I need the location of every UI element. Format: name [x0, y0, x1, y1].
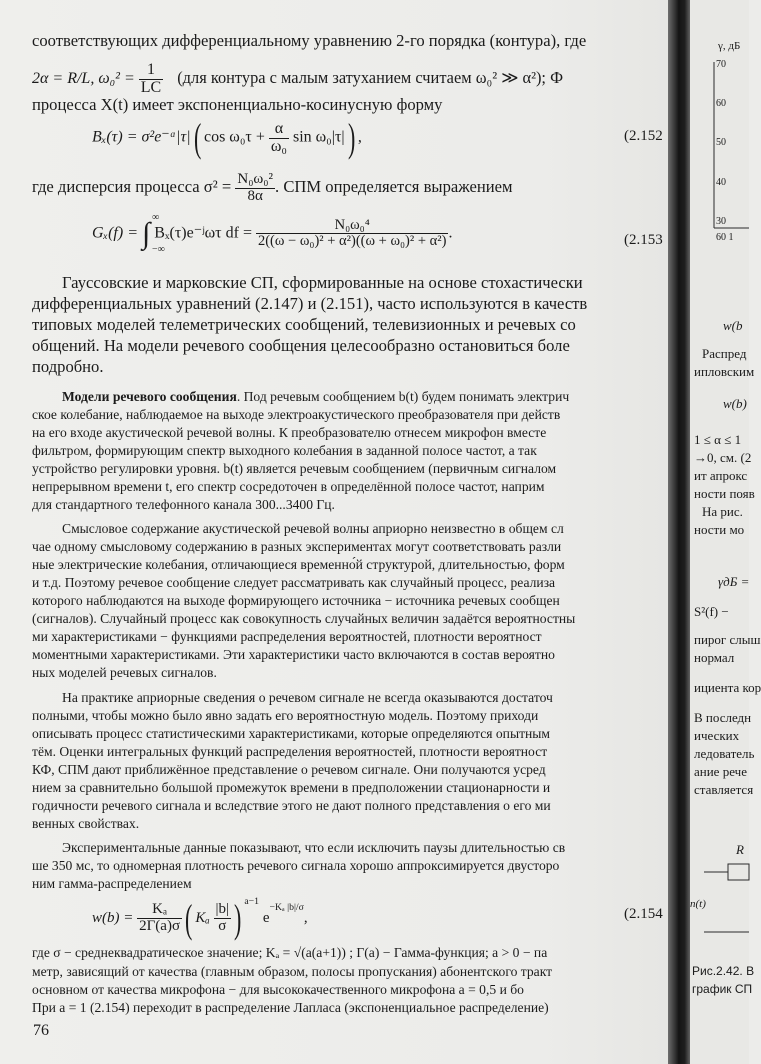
equation-number: (2.154 [624, 906, 663, 922]
text-line: годичности речевого сигнала и вследствие этого не дают полного представления о его ми [32, 798, 551, 813]
text-fragment: ициента кор [694, 680, 761, 695]
circuit-label: n(t) [690, 898, 706, 910]
resistor [728, 864, 749, 880]
text-line: процесса X(t) имеет экспоненциально-косинусную форму [32, 95, 443, 114]
equation-number: (2.152 [624, 128, 663, 144]
text-line: описывать процесс статистическими характеристиками, которые определяются опытным [32, 726, 551, 741]
text-line: Гауссовские и марковские СП, сформированные на основе стохастически [62, 273, 583, 292]
equation-2-153: Gₓ(f) = ∫ ∞ −∞ Bₓ(τ)e⁻ʲωτ df = $\frac{\text{N₀ω₀⁴}}{\text{2((ω − ω₀)² + α²)((ω + ω₀)² + α²)}}$ . [92, 211, 453, 255]
text-fragment: ит апрокс [694, 468, 748, 483]
text-line: моментными характеристиками. Эти характеристики часто включаются в состав вероятно [32, 647, 555, 662]
axis-label: γ, дБ [718, 40, 741, 52]
figure-caption: Рис.2.42. В [692, 964, 755, 978]
text-line: (для контура с малым затуханием считаем ω₀² ≫ α²); Ф [177, 67, 564, 87]
equation-2-152: Bₓ(τ) = σ²e⁻ᵅ|τ|( cos ω₀τ + $\frac{\alpha}{\text{ω₀}}$ sin ω₀|τ|) , [92, 115, 362, 160]
tick-label: 60 [716, 98, 726, 109]
text-line: венных свойствах. [32, 816, 140, 831]
page-number: 76 [33, 1022, 49, 1039]
equation-2-154: w(b) = $\frac{\text{Kₐ}}{2\Gamma(a)\sigma}$ ( Kₐ $\frac{|b|}{\sigma}$ ) $^{a-1}$ $e^{-K_a |b|/\sigma}$, [92, 895, 308, 941]
text-line: где σ − среднеквадратическое значение; Kₐ = √(a(a+1)) ; Γ(a) − Гамма-функция; a > 0 − па [32, 945, 548, 960]
text-fragment: ание рече [694, 764, 747, 779]
equation-2alpha [32, 62, 563, 97]
text-line: соответствующих дифференциальному уравнению 2-го порядка (контура), где [32, 31, 587, 50]
text-fragment: w(b [723, 318, 743, 333]
text-line: которого наблюдаются на выходе формирующего источника − источника речевых сообщен [32, 593, 560, 608]
facing-circuit [690, 820, 749, 960]
text-line: и т.д. Поэтому речевое сообщение следует рассматривать как случайный процесс, реализа [32, 575, 556, 590]
text-line: (сигналов). Случайный процесс как совокупность случайных величин задаётся вероятностны [32, 611, 576, 626]
text-line: фильтром, формирующим спектр выходного колебания в заданной полосе частот, а так [32, 443, 537, 458]
text-line: подробно. [32, 357, 104, 376]
equation-text: 2α = R/L, ω₀² = [32, 69, 135, 87]
text-fragment: ставляется [694, 782, 754, 797]
bold-term: Модели речевого сообщения [62, 389, 237, 404]
text-line: КФ, СПМ дают приближённое представление о речевом сигнале. Они получаются усред [32, 762, 546, 777]
circuit-label: R [736, 842, 744, 857]
text-line: устройство регулировки уровня. b(t) является речевым сообщением (первичным сигналом [32, 461, 557, 476]
facing-page-edge [690, 0, 761, 1064]
text-line: Экспериментальные данные показывают, что если исключить паузы длительностью св [62, 840, 566, 855]
text-line: на его входе акустической речевой волны. К преобразователю отнесем микрофон вместе [32, 425, 547, 440]
text-line: ные электрические колебания, отличающиеся временно́й структурой, длительностью, форм [32, 557, 565, 572]
text-line: полными, чтобы можно было явно задать его вероятностную модель. Поэтому приходи [32, 708, 539, 723]
text-fragment: В последн [694, 710, 752, 725]
text-line: ше 350 мс, то одномерная плотность речевого сигнала хорошо аппроксимируется двусторо [32, 858, 560, 873]
text-fragment: ипловским [694, 364, 755, 379]
book-binding-shadow [668, 0, 692, 1064]
tick-label: 50 [716, 137, 726, 148]
text-fragment: ности мо [694, 522, 745, 537]
text-line: тём. Оценки интегральных функций распределения вероятностей, плотности вероятност [32, 744, 548, 759]
text-line: общений. На модели речевого сообщения целесообразно остановиться боле [32, 336, 570, 355]
text-fragment: На рис. [702, 504, 743, 519]
text-line: для стандартного телефонного канала 300...3400 Гц. [32, 497, 335, 512]
text-fragment: ледователь [694, 746, 755, 761]
text-fragment: Распред [702, 346, 747, 361]
text-fragment: 1 ≤ α ≤ 1 [694, 432, 742, 447]
text-line: Модели речевого сообщения. Под речевым сообщением b(t) будем понимать электрич [62, 389, 570, 404]
tick-label: 60 1 [716, 232, 734, 243]
text-fragment: ических [694, 728, 740, 743]
text-line: чае одному смысловому содержанию в разных экспериментах могут соответствовать разли [32, 539, 562, 554]
facing-chart [690, 40, 749, 300]
text-line: ми характеристиками − функциями распределения вероятностей, плотности вероятност [32, 629, 542, 644]
text-fragment: γдБ = [718, 574, 750, 589]
tick-label: 40 [716, 177, 726, 188]
text-fragment: w(b) [723, 396, 747, 411]
text-fragment: нормал [694, 650, 735, 665]
text-line: метр, зависящий от качества (главным образом, полосы пропускания) абонентского тракт [32, 964, 553, 979]
text-line: непрерывном времени t, его спектр сосредоточен в определённой полосе частот, наприм [32, 479, 545, 494]
text-line: типовых моделей телеметрических сообщений, телевизионных и речевых со [32, 315, 576, 334]
text-line: Смысловое содержание акустической речевой волны априорно неизвестно в общем сл [62, 521, 564, 536]
dispersion-line: где дисперсия процесса σ² = $\frac{\text{N₀ω₀²}}{8\alpha}$ . СПМ определяется выражением [32, 171, 513, 204]
text-fragment: →0, см. (2 [694, 450, 752, 465]
text-line: дифференциальных уравнений (2.147) и (2.151), часто используются в качеств [32, 294, 588, 313]
text-line: ных моделей речевых сигналов. [32, 665, 217, 680]
text-line: ское колебание, наблюдаемое на выходе электроакустического преобразователя при действ [32, 407, 561, 422]
text-line: нием за сравнительно большой промежуток времени в предположении стационарности и [32, 780, 551, 795]
equation-number: (2.153 [624, 232, 663, 248]
fraction: $\frac{1}{LC}$ [140, 61, 162, 96]
text-fragment: S²(f) − [694, 604, 729, 619]
text-fragment: пирог слыш [694, 632, 761, 647]
text-line: На практике априорные сведения о речевом сигнале не всегда оказываются достаточ [62, 690, 553, 705]
text-fragment: ности появ [694, 486, 755, 501]
text-line: ним гамма-распределением [32, 876, 192, 891]
figure-caption: график СП [692, 982, 753, 996]
text-line: При a = 1 (2.154) переходит в распределение Лапласа (экспоненциальное распределение) [32, 1000, 549, 1015]
text-line: основном от качества микрофона − для высококачественного микрофона a = 0,5 и бо [32, 982, 524, 997]
tick-label: 70 [716, 59, 726, 70]
tick-label: 30 [716, 216, 726, 227]
